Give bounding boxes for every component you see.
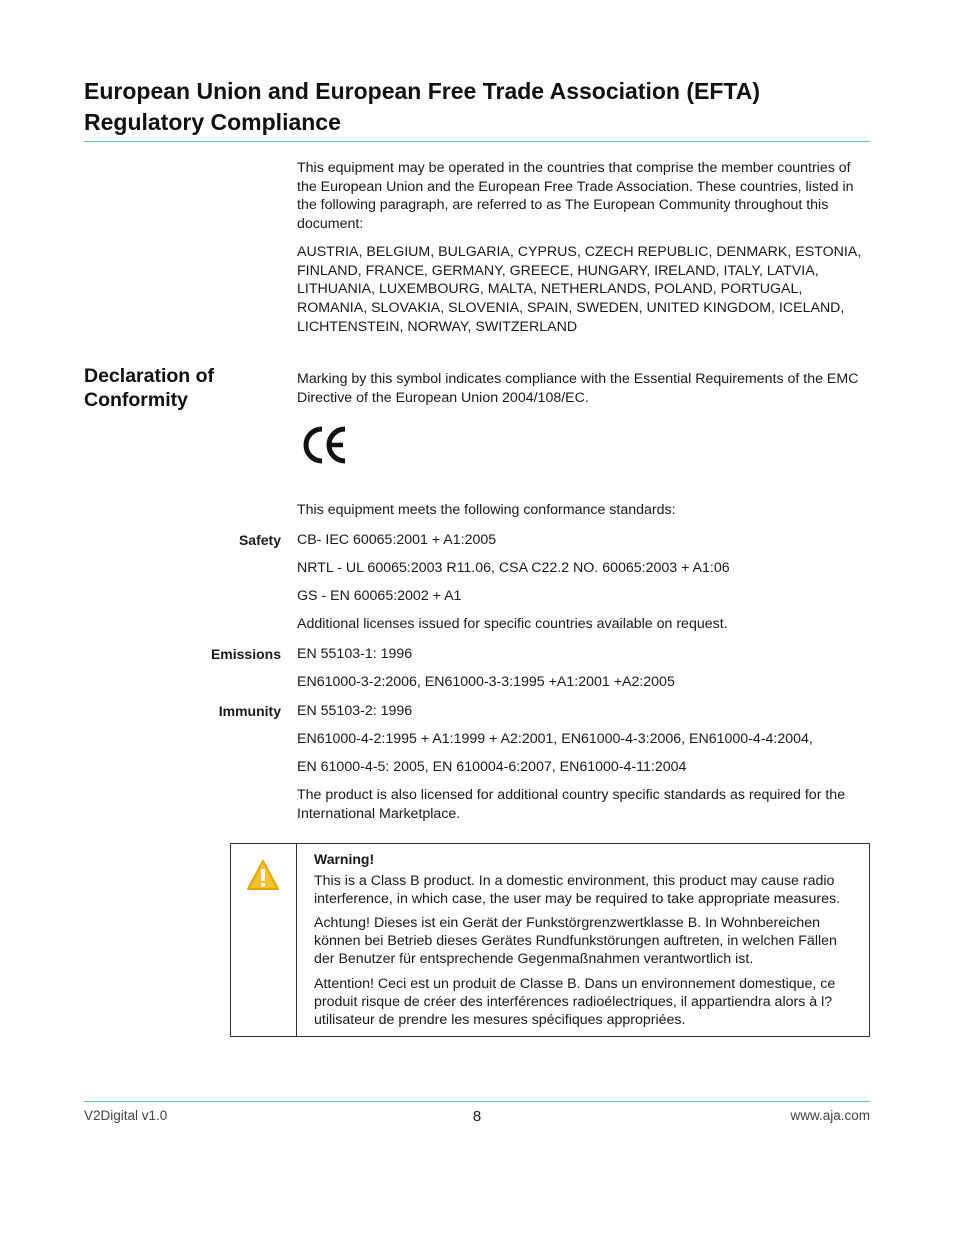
immunity-standard-4: The product is also licensed for additional country specific standards as required for the International Marketplace. <box>297 787 846 822</box>
immunity-standard-1: EN 55103-2: 1996 <box>297 703 413 719</box>
section-heading-line2: Conformity <box>84 389 188 411</box>
emissions-standard-2: EN61000-3-2:2006, EN61000-3-3:1995 +A1:2001 +A2:2005 <box>297 674 675 690</box>
safety-label: Safety <box>238 532 281 548</box>
intro-paragraph: This equipment may be operated in the countries that comprise the member countries of the European Union and the European Free Trade Association. These countries, listed in the following paragraph, are referred to as The European Community throughout this document: <box>297 160 854 233</box>
footer-product-version: V2Digital v1.0 <box>84 1108 168 1123</box>
warning-title: Warning! <box>314 851 375 867</box>
warning-triangle-icon <box>246 859 280 892</box>
ce-mark-icon <box>302 425 348 465</box>
safety-standard-2: NRTL - UL 60065:2003 R11.06, CSA C22.2 NO. 60065:2003 + A1:06 <box>297 560 730 576</box>
emissions-standard-1: EN 55103-1: 1996 <box>297 646 413 662</box>
footer-website: www.aja.com <box>790 1108 870 1123</box>
immunity-standard-3: EN 61000-4-5: 2005, EN 610004-6:2007, EN61000-4-11:2004 <box>297 759 687 775</box>
safety-standard-4: Additional licenses issued for specific countries available on request. <box>297 616 728 632</box>
warning-german: Achtung! Dieses ist ein Gerät der Funkstörgrenzwertklasse B. In Wohnbereichen können bei Betrieb dieses Gerätes Rundfunkstörungen auftreten, in welchen Fällen der Benutzer für entsprechende Gegenmaßnahmen verantwortlich ist. <box>314 915 837 967</box>
footer-divider <box>84 1101 870 1102</box>
page-title <box>84 76 874 138</box>
page-number: 8 <box>472 1108 482 1125</box>
emissions-label: Emissions <box>210 646 281 662</box>
immunity-label: Immunity <box>218 703 281 719</box>
safety-standard-1: CB- IEC 60065:2001 + A1:2005 <box>297 532 497 548</box>
page-title-line1: European Union and European Free Trade Association (EFTA) <box>84 78 761 104</box>
warning-divider <box>296 844 297 1036</box>
immunity-standard-2: EN61000-4-2:1995 + A1:1999 + A2:2001, EN61000-4-3:2006, EN61000-4-4:2004, <box>297 731 813 747</box>
marking-paragraph: Marking by this symbol indicates compliance with the Essential Requirements of the EMC Directive of the European Union 2004/108/EC. <box>297 371 859 406</box>
section-heading-line1: Declaration of <box>84 365 215 387</box>
page-title-line2: Regulatory Compliance <box>84 109 341 135</box>
safety-standard-3: GS - EN 60065:2002 + A1 <box>297 588 462 604</box>
country-list: AUSTRIA, BELGIUM, BULGARIA, CYPRUS, CZECH REPUBLIC, DENMARK, ESTONIA, FINLAND, FRANCE, GERMANY, GREECE, HUNGARY, IRELAND, ITALY, LATVIA, LITHUANIA, LUXEMBOURG, MALTA, NETHERLANDS, POLAND, PORTUGAL, ROMANIA, SLOVAKIA, SLOVENIA, SPAIN, SWEDEN, UNITED KINGDOM, ICELAND, LICHTENSTEIN, NORWAY, SWITZERLAND <box>297 244 862 335</box>
standards-intro: This equipment meets the following conformance standards: <box>297 502 676 518</box>
warning-english: This is a Class B product. In a domestic environment, this product may cause radio interference, in which case, the user may be required to take appropriate measures. <box>314 873 841 907</box>
title-divider <box>84 141 870 142</box>
warning-french: Attention! Ceci est un produit de Classe B. Dans un environnement domestique, ce produit risque de créer des interférences radioélectriques, il appartiendra alors à l?utilisateur de prendre les mesures spécifiques appropriées. <box>314 976 836 1028</box>
section-heading-declaration <box>84 364 284 412</box>
warning-box <box>230 843 870 1037</box>
